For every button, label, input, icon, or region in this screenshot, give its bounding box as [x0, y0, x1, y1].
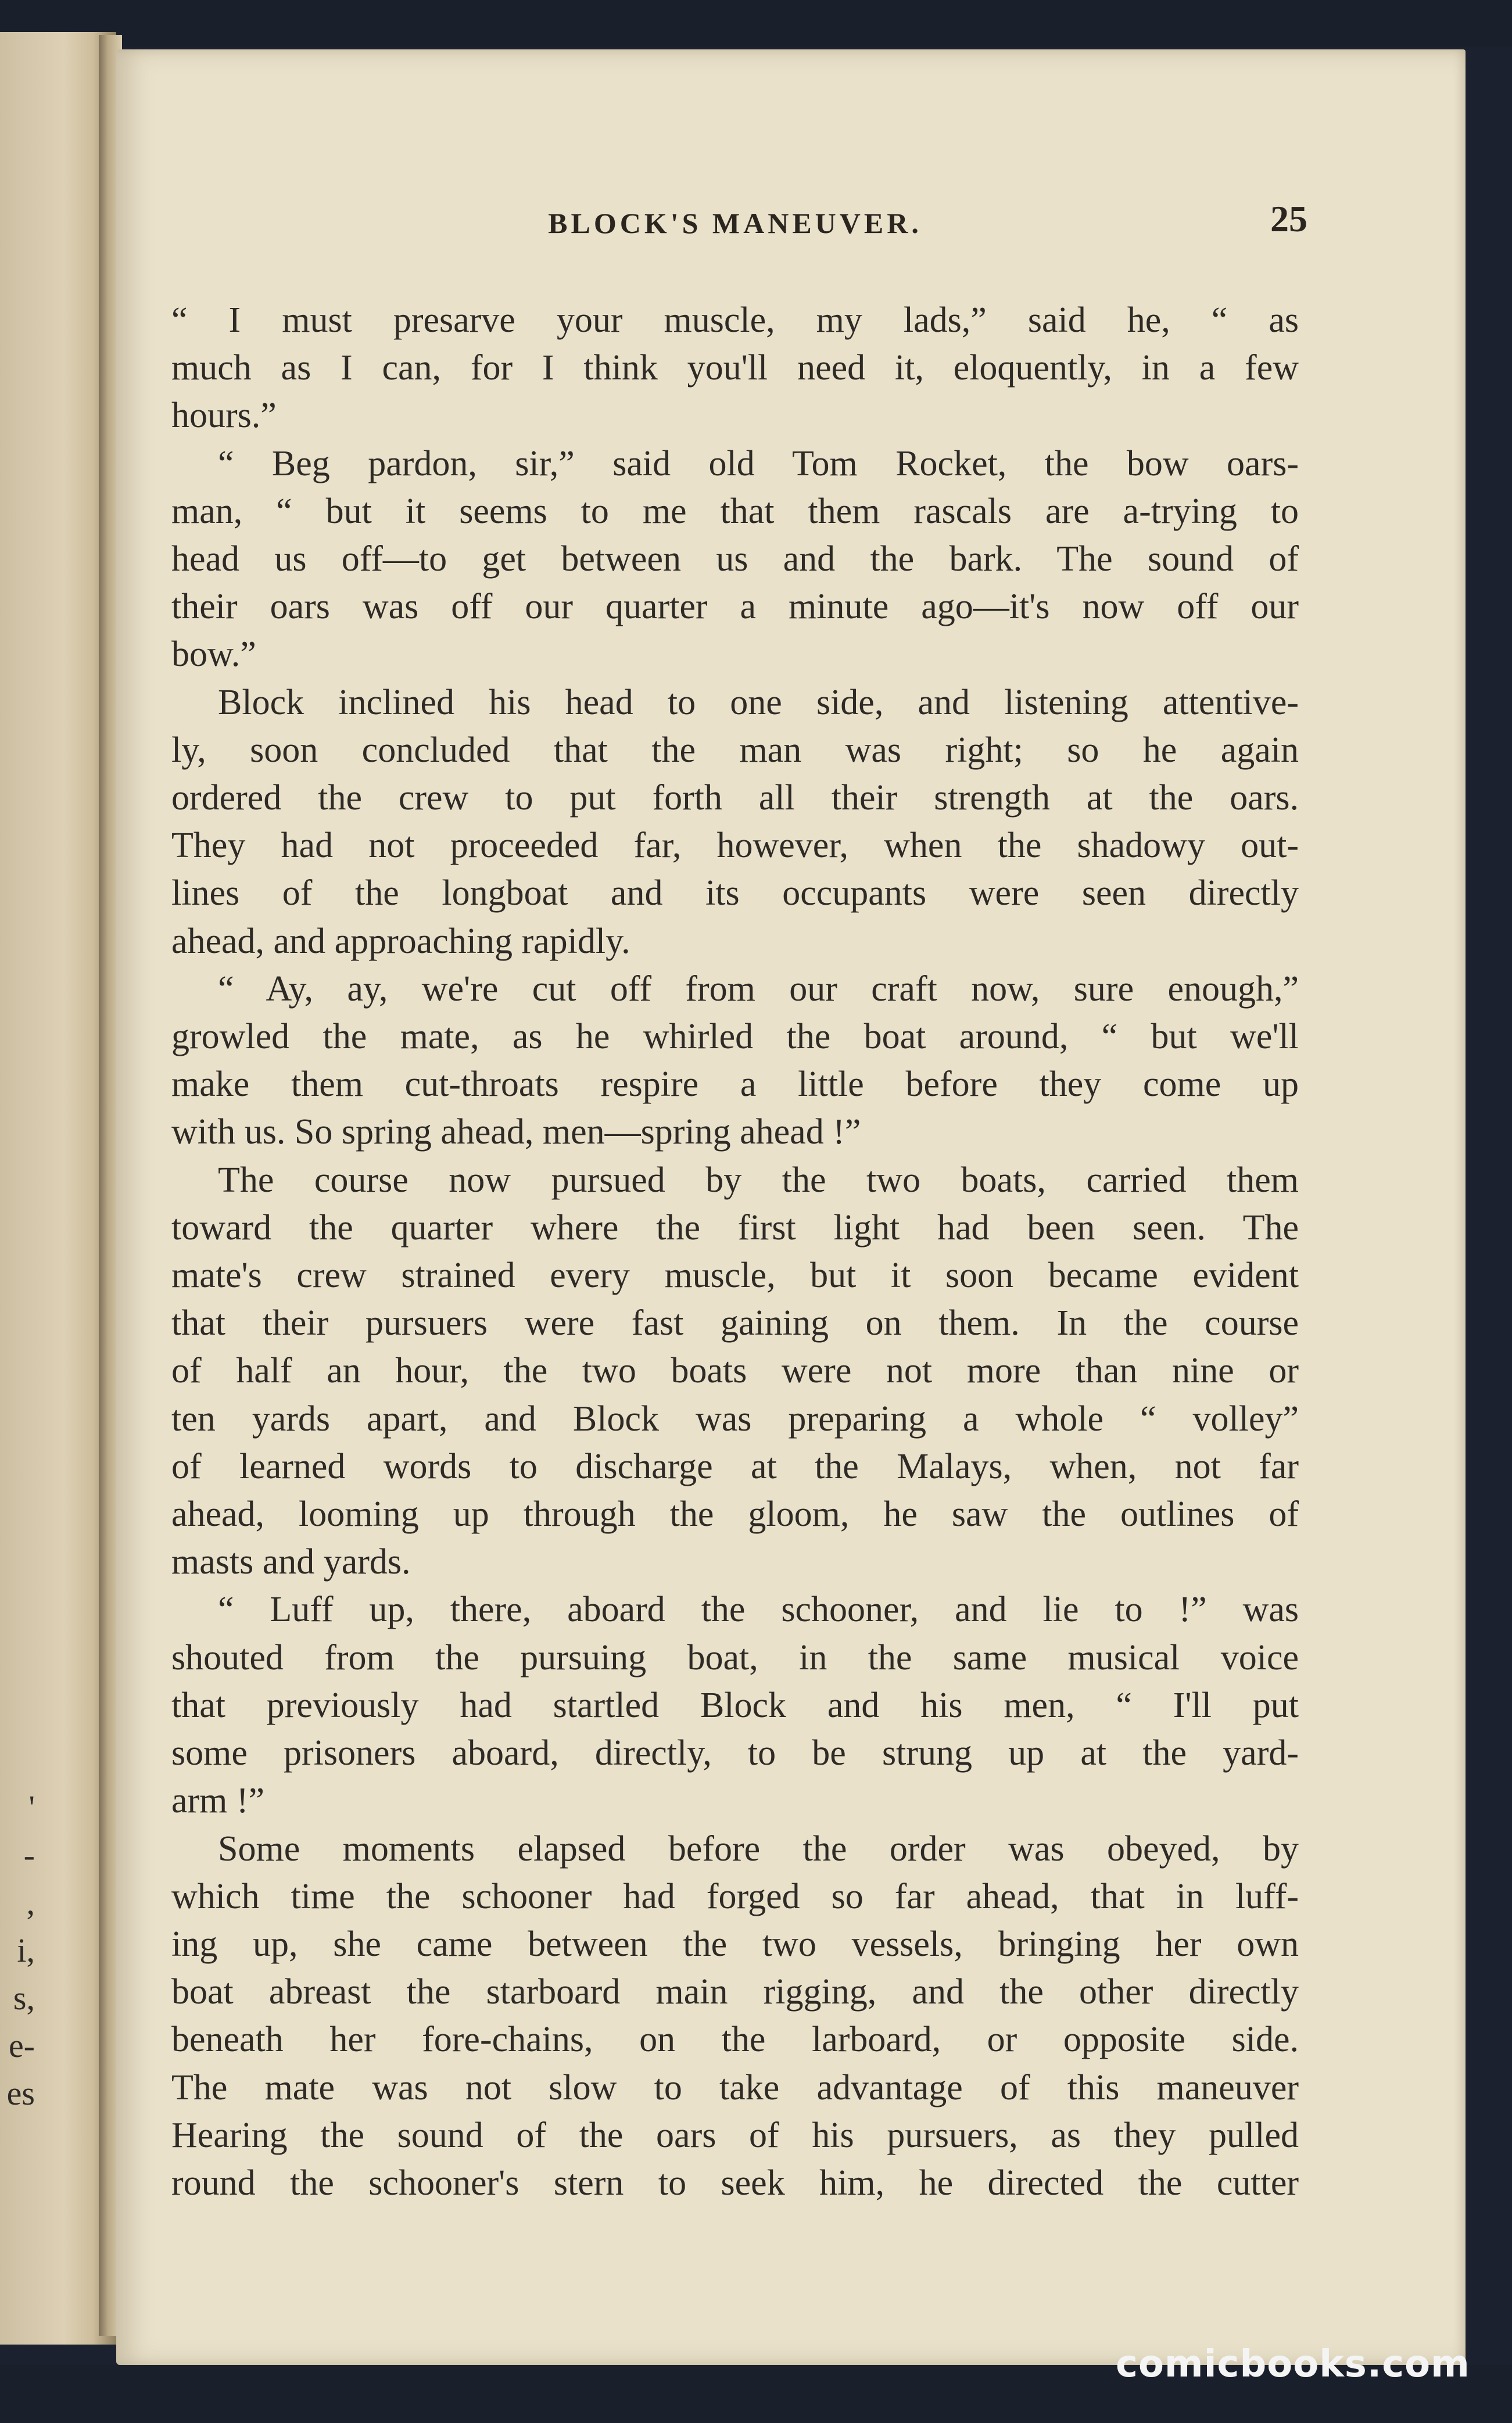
text-line: head us off—to get between us and the bark. The sound of [171, 539, 1299, 579]
fragment: e- [8, 2027, 35, 2064]
fragment: ' [28, 1788, 35, 1826]
text-line: mate's crew strained every muscle, but it soon became evident [171, 1256, 1299, 1296]
text-line: ten yards apart, and Block was preparing a whole “ volley” [171, 1399, 1299, 1439]
scanner-background-top [0, 0, 1512, 46]
text-line: masts and yards. [171, 1542, 411, 1582]
text-line: much as I can, for I think you'll need it, eloquently, in a few [171, 348, 1299, 388]
fragment: s, [13, 1979, 35, 2017]
text-line: ordered the crew to put forth all their strength at the oars. [171, 778, 1299, 818]
text-line: that their pursuers were fast gaining on them. In the course [171, 1303, 1299, 1343]
text-line: toward the quarter where the first light had been seen. The [171, 1207, 1299, 1248]
text-line: arm !” [171, 1781, 265, 1821]
watermark: comicbooks.com [1116, 2343, 1470, 2386]
text-line: They had not proceeded far, however, when the shadowy out- [171, 826, 1299, 866]
text-line: round the schooner's stern to seek him, he directed the cutter [171, 2163, 1299, 2203]
text-line: The mate was not slow to take advantage of this maneuver [171, 2067, 1299, 2107]
text-line: ahead, looming up through the gloom, he saw the outlines of [171, 1494, 1299, 1535]
text-line: beneath her fore-chains, on the larboard, or opposite side. [171, 2020, 1299, 2060]
text-line: hours.” [171, 396, 277, 436]
text-line: shouted from the pursuing boat, in the same musical voice [171, 1637, 1299, 1678]
text-line: “ Luff up, there, aboard the schooner, and lie to !” was [218, 1590, 1299, 1630]
text-line: their oars was off our quarter a minute ago—it's now off our [171, 587, 1299, 627]
page-number: 25 [1270, 198, 1307, 239]
text-line: of half an hour, the two boats were not more than nine or [171, 1351, 1299, 1391]
text-line: The course now pursued by the two boats, carried them [218, 1160, 1299, 1200]
text-line: ly, soon concluded that the man was right; so he again [171, 730, 1299, 770]
text-line: of learned words to discharge at the Malays, when, not far [171, 1446, 1299, 1486]
text-line: Block inclined his head to one side, and listening attentive- [218, 682, 1299, 722]
text-line: with us. So spring ahead, men—spring ahead !” [171, 1112, 861, 1152]
text-line: lines of the longboat and its occupants were seen directly [171, 873, 1299, 913]
text-line: bow.” [171, 635, 256, 675]
text-line: some prisoners aboard, directly, to be strung up at the yard- [171, 1733, 1299, 1773]
text-line: Some moments elapsed before the order was obeyed, by [218, 1829, 1299, 1869]
fragment: es [6, 2074, 35, 2112]
text-line: “ Beg pardon, sir,” said old Tom Rocket, the bow oars- [218, 443, 1299, 483]
text-line: ing up, she came between the two vessels, bringing her own [171, 1924, 1299, 1964]
text-line: boat abreast the starboard main rigging, and the other directly [171, 1972, 1299, 2012]
text-line: “ I must presarve your muscle, my lads,” said he, “ as [171, 300, 1299, 340]
text-line: ahead, and approaching rapidly. [171, 921, 630, 961]
text-line: “ Ay, ay, we're cut off from our craft now, sure enough,” [218, 969, 1299, 1009]
text-line: growled the mate, as he whirled the boat around, “ but we'll [171, 1017, 1299, 1057]
text-line: man, “ but it seems to me that them rascals are a-trying to [171, 491, 1299, 531]
text-line: make them cut-throats respire a little before they come up [171, 1064, 1299, 1105]
page-body-text [171, 296, 1299, 2207]
facing-page-fragments [0, 1784, 35, 2117]
text-line: that previously had startled Block and his men, “ I'll put [171, 1685, 1299, 1725]
text-line: Hearing the sound of the oars of his pursuers, as they pulled [171, 2115, 1299, 2155]
fragment: i, [17, 1931, 35, 1969]
text-line: which time the schooner had forged so far ahead, that in luff- [171, 1876, 1299, 1916]
fragment: - [23, 1836, 35, 1874]
running-head: BLOCK'S MANEUVER. [548, 207, 922, 239]
fragment: , [26, 1884, 35, 1922]
